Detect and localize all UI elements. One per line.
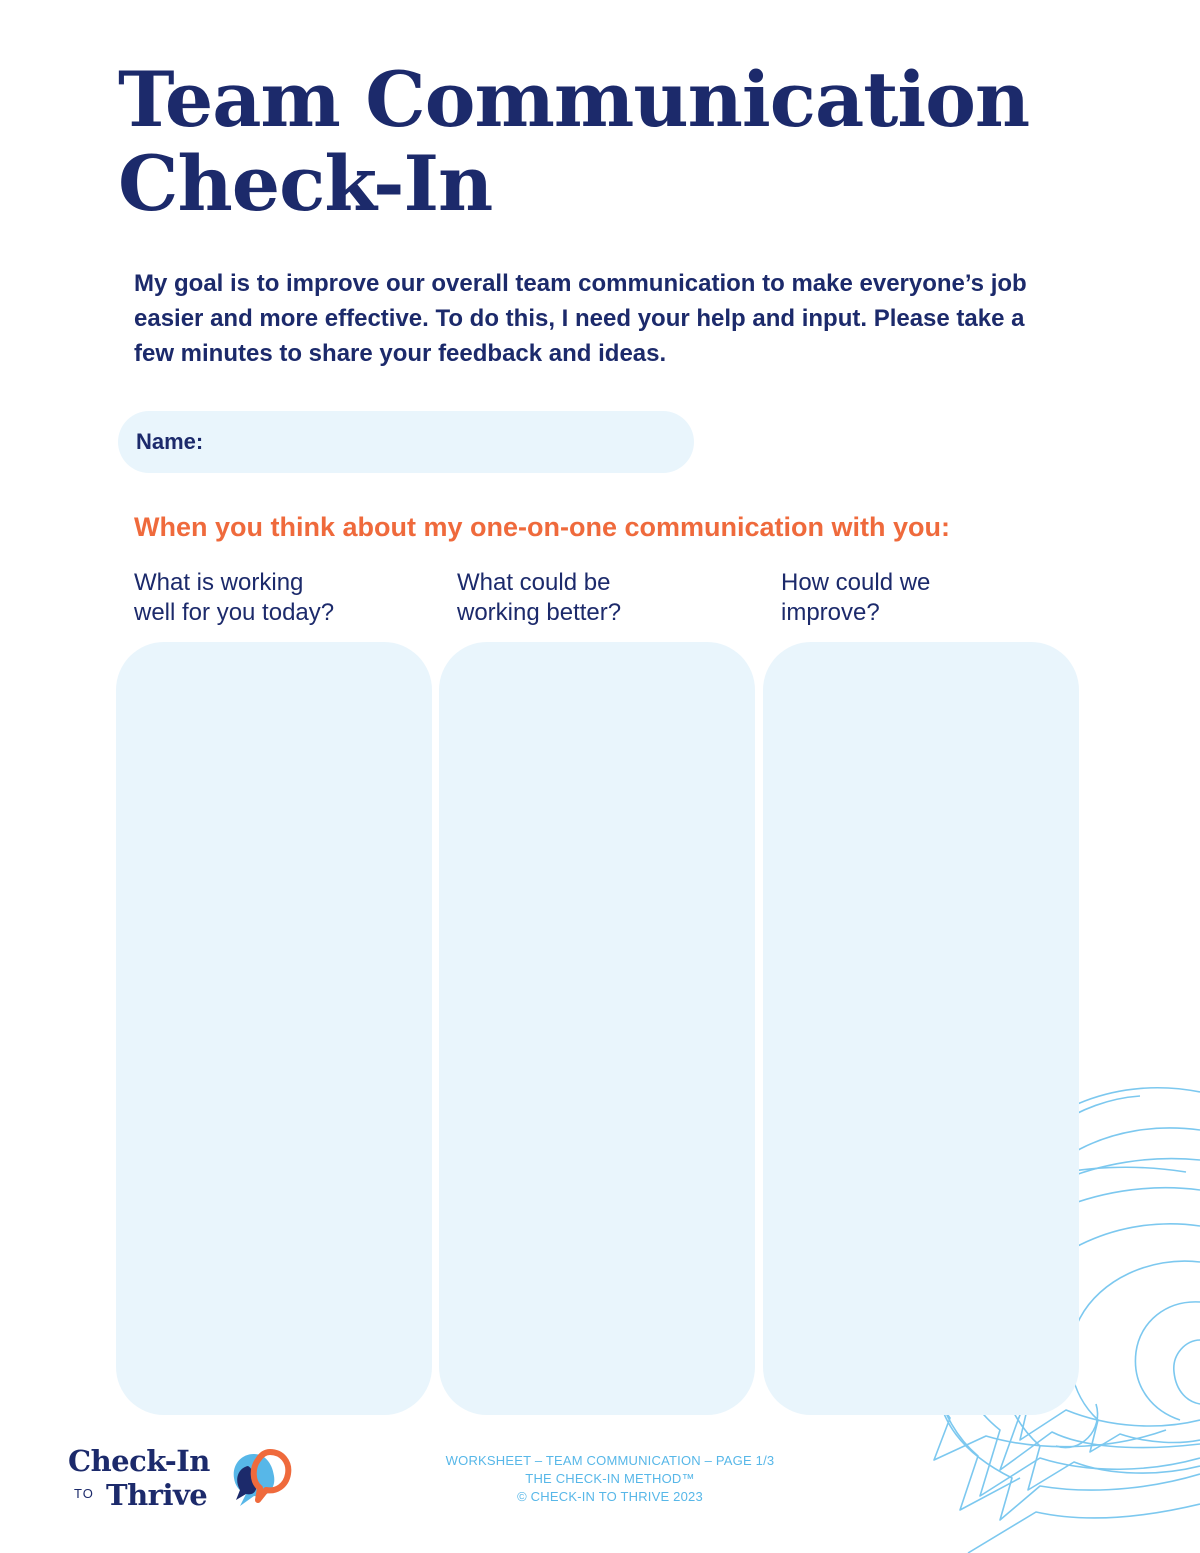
answer-box-working-well[interactable]	[116, 642, 432, 1415]
logo-text-check-in: Check-In	[68, 1444, 210, 1478]
intro-paragraph: My goal is to improve our overall team communication to make everyone’s job easier and more effective. To do this, I need your help and input. Please take a few minutes to share your feedback and ideas.	[134, 270, 1027, 367]
section-heading: When you think about my one-on-one communication with you:	[134, 512, 950, 542]
answer-box-improve[interactable]	[763, 642, 1079, 1415]
logo-text-thrive: Thrive	[106, 1478, 208, 1512]
page-title-line-2: Check-In	[118, 139, 493, 228]
check-in-to-thrive-logo	[68, 1444, 308, 1524]
footer-line-worksheet: WORKSHEET – TEAM COMMUNICATION – PAGE 1/3	[445, 1453, 775, 1468]
page-title-line-1: Team Communication	[118, 55, 1030, 144]
answer-box-working-better[interactable]	[439, 642, 755, 1415]
footer-line-method: THE CHECK-IN METHOD™	[525, 1471, 695, 1486]
question-label-line: What could be	[457, 569, 611, 596]
name-label: Name:	[136, 429, 204, 454]
question-label-line: working better?	[457, 599, 622, 626]
speech-bubbles-logo-icon	[224, 1446, 296, 1512]
question-label-working-well	[134, 568, 424, 628]
page-title	[118, 55, 1030, 228]
footer	[360, 1452, 860, 1506]
name-field[interactable]	[118, 411, 694, 473]
footer-line-copyright: © CHECK-IN TO THRIVE 2023	[517, 1489, 703, 1504]
question-label-line: improve?	[781, 599, 880, 626]
question-label-line: What is working	[134, 569, 304, 596]
question-label-line: How could we	[781, 569, 931, 596]
question-label-line: well for you today?	[134, 599, 335, 626]
logo-text-to: TO	[74, 1486, 94, 1501]
question-label-improve	[781, 568, 1071, 628]
question-label-working-better	[457, 568, 747, 628]
